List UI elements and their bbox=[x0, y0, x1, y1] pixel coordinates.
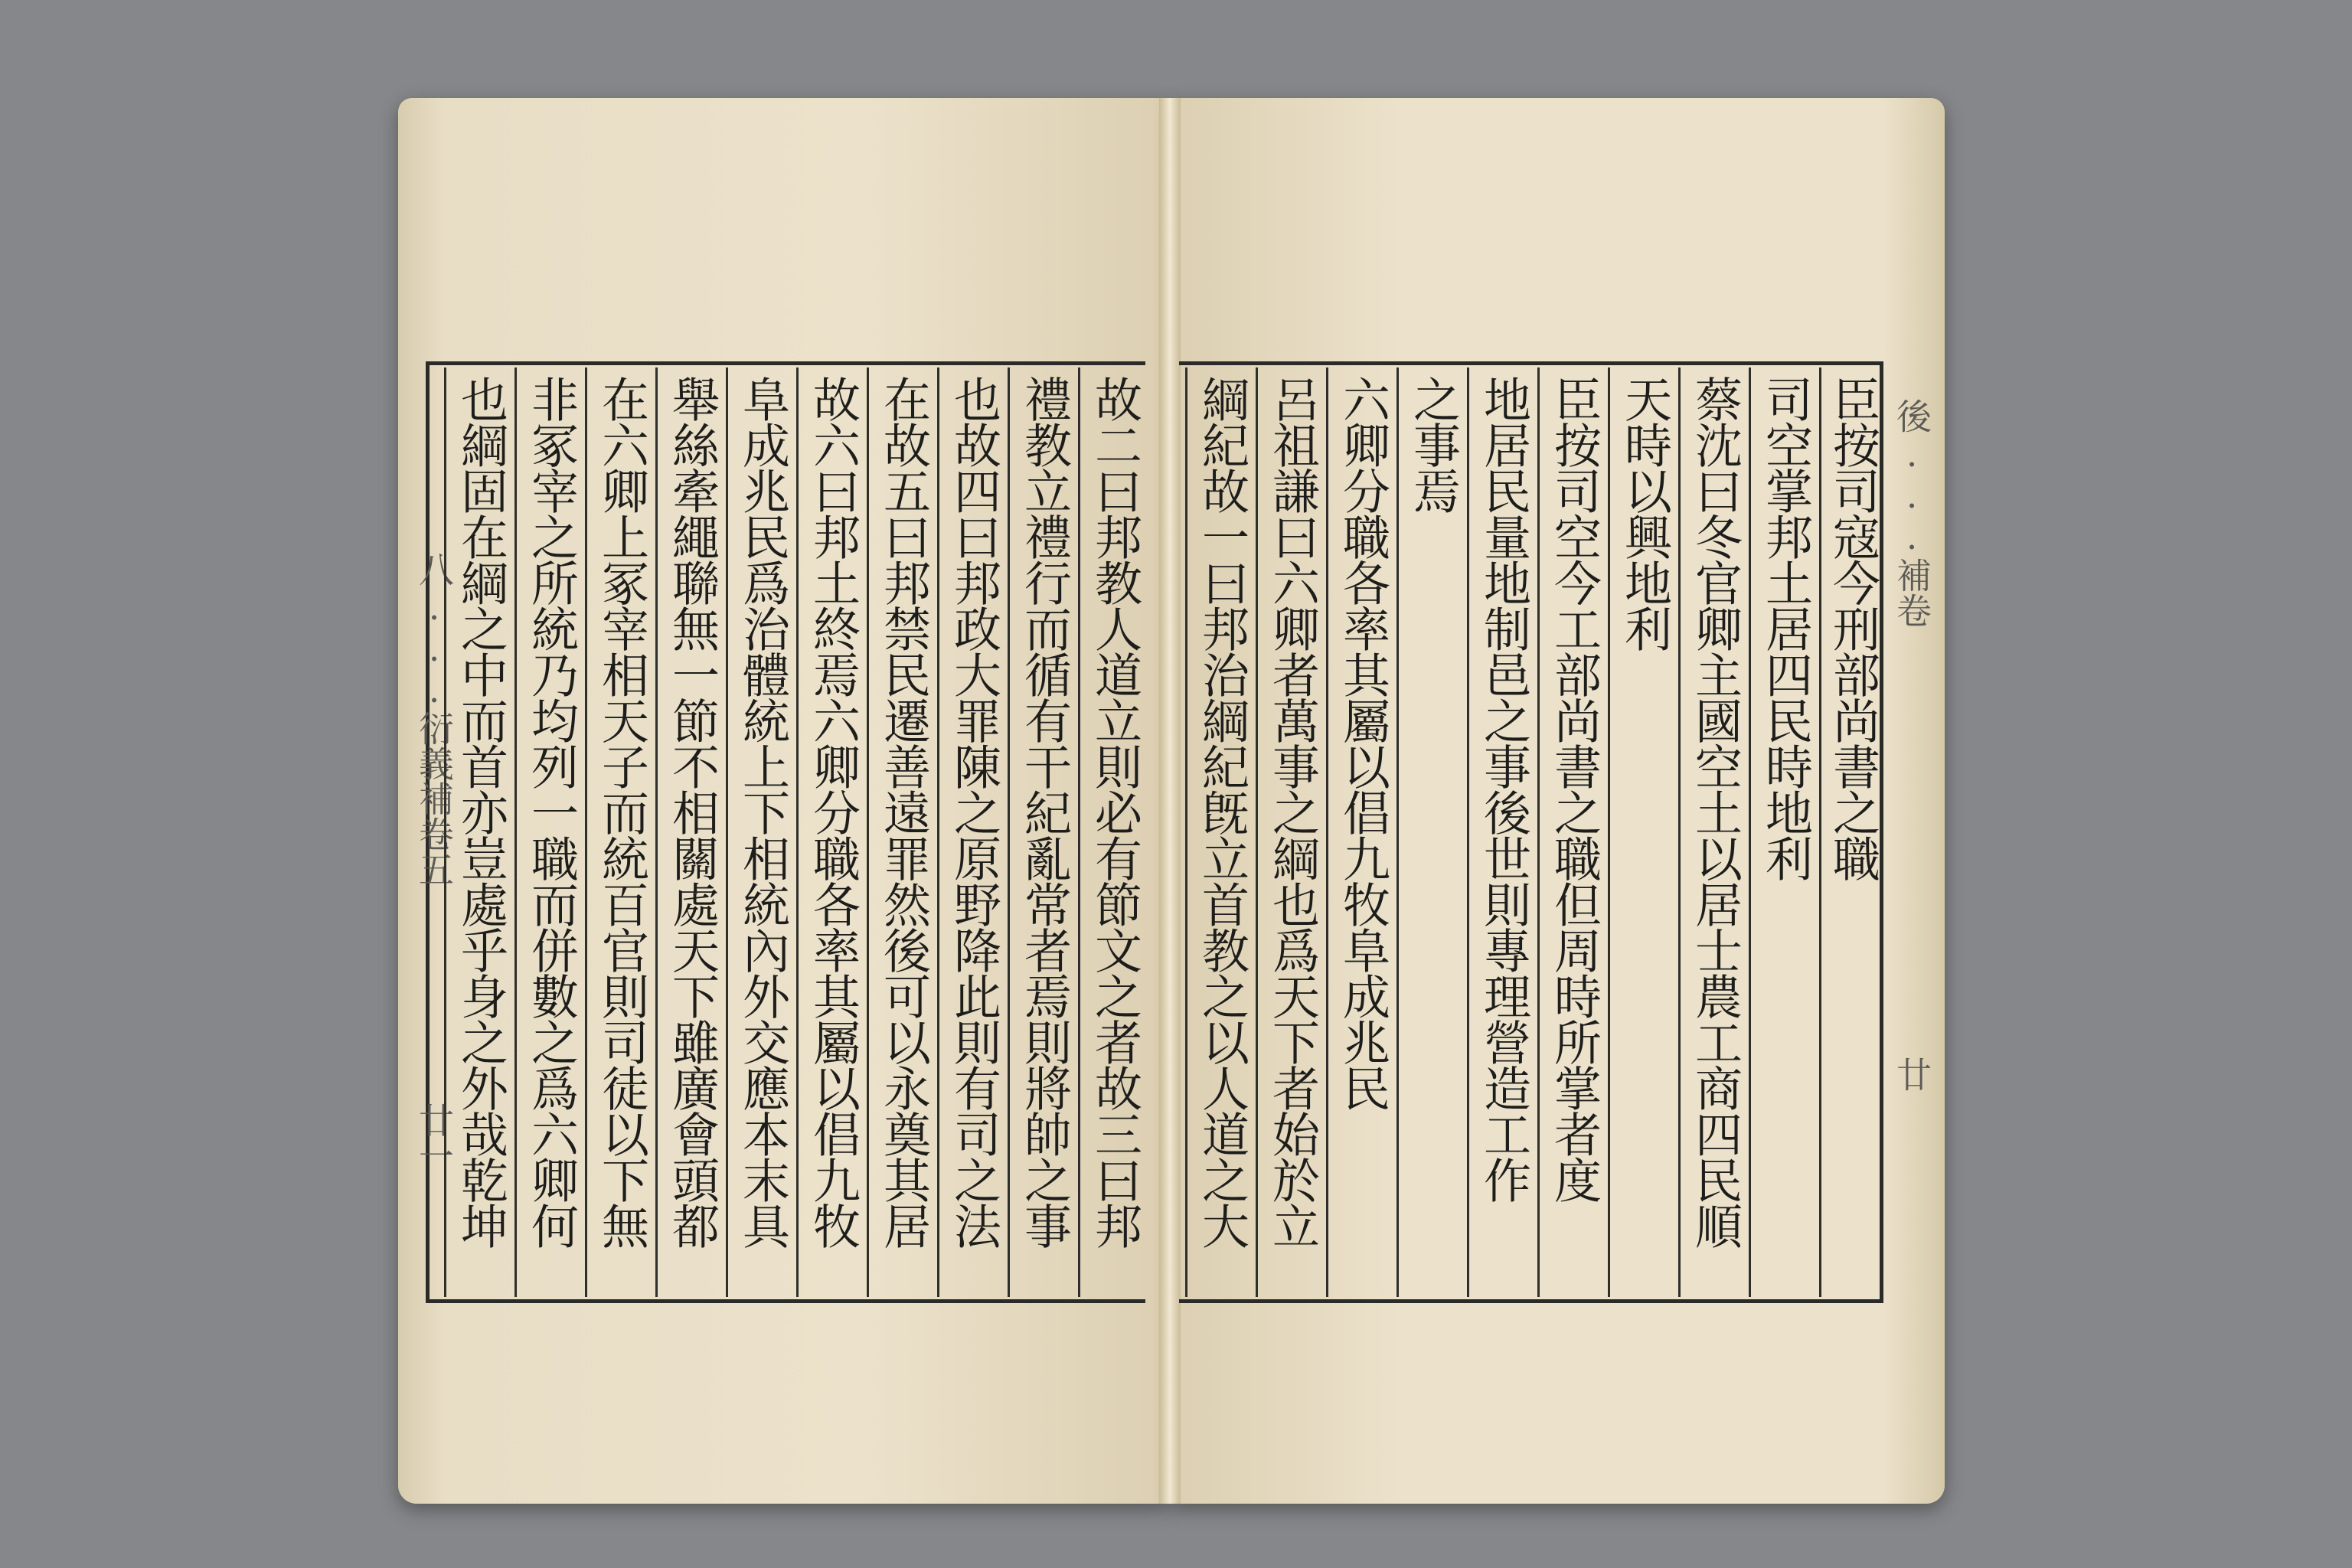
text-column bbox=[514, 368, 585, 1297]
column-text: 非冢宰之所統乃均列一職而併數之爲六卿何 bbox=[523, 375, 580, 1248]
column-text: 天時以興地利 bbox=[1616, 375, 1673, 651]
column-text: 臣按司空今工部尚書之職但周時所掌者度 bbox=[1546, 375, 1602, 1202]
text-column bbox=[444, 368, 514, 1297]
left-folio: 廿一 bbox=[413, 1102, 455, 1173]
text-column bbox=[796, 368, 867, 1297]
text-column bbox=[1467, 368, 1537, 1297]
left-margin-title: 八...衍義補卷五 bbox=[413, 551, 455, 887]
text-column bbox=[655, 368, 726, 1297]
column-text: 六卿分職各率其屬以倡九牧阜成兆民 bbox=[1334, 375, 1391, 1110]
column-text: 也故四曰邦政大罪陳之原野降此則有司之法 bbox=[946, 375, 1002, 1248]
text-column bbox=[1008, 368, 1078, 1297]
column-text: 故六曰邦土終焉六卿分職各率其屬以倡九牧 bbox=[805, 375, 861, 1248]
text-column bbox=[867, 368, 937, 1297]
column-text: 蔡沈曰冬官卿主國空土以居士農工商四民順 bbox=[1687, 375, 1743, 1248]
column-text: 阜成兆民爲治體統上下相統內外交應本末具 bbox=[734, 375, 791, 1248]
text-column bbox=[1396, 368, 1467, 1297]
text-column bbox=[1819, 368, 1883, 1297]
text-column bbox=[1326, 368, 1396, 1297]
column-text: 舉絲牽繩聯無一節不相關處天下雖廣會頭都 bbox=[664, 375, 720, 1248]
right-folio: 廿 bbox=[1891, 1057, 1932, 1092]
column-text: 呂祖謙曰六卿者萬事之綱也爲天下者始於立 bbox=[1264, 375, 1321, 1248]
text-column bbox=[1608, 368, 1678, 1297]
column-text: 在六卿上冢宰相天子而統百官則司徒以下無 bbox=[593, 375, 650, 1248]
text-column bbox=[1678, 368, 1749, 1297]
column-text: 故二曰邦教人道立則必有節文之者故三曰邦 bbox=[1086, 375, 1143, 1248]
text-column bbox=[1185, 368, 1256, 1297]
text-column bbox=[937, 368, 1008, 1297]
text-column bbox=[585, 368, 655, 1297]
column-text: 地居民量地制邑之事後世則專理營造工作 bbox=[1475, 375, 1532, 1202]
text-column bbox=[1256, 368, 1326, 1297]
column-text: 綱紀故一曰邦治綱紀旣立首教之以人道之大 bbox=[1194, 375, 1250, 1248]
column-text: 臣按司寇今刑部尚書之職 bbox=[1824, 375, 1881, 880]
book-spine bbox=[1159, 98, 1181, 1504]
column-text: 禮教立禮行而循有干紀亂常者焉則將帥之事 bbox=[1016, 375, 1073, 1248]
text-column bbox=[1078, 368, 1148, 1297]
text-column bbox=[1537, 368, 1608, 1297]
column-text: 在故五曰邦禁民遷善遠罪然後可以永奠其居 bbox=[875, 375, 932, 1248]
right-margin-title: 後...補卷 bbox=[1891, 398, 1932, 628]
text-column bbox=[1749, 368, 1819, 1297]
column-text: 也綱固在綱之中而首亦豈處乎身之外哉乾坤 bbox=[452, 375, 509, 1248]
column-text: 之事焉 bbox=[1405, 375, 1462, 513]
text-column bbox=[726, 368, 796, 1297]
column-text: 司空掌邦土居四民時地利 bbox=[1757, 375, 1814, 880]
